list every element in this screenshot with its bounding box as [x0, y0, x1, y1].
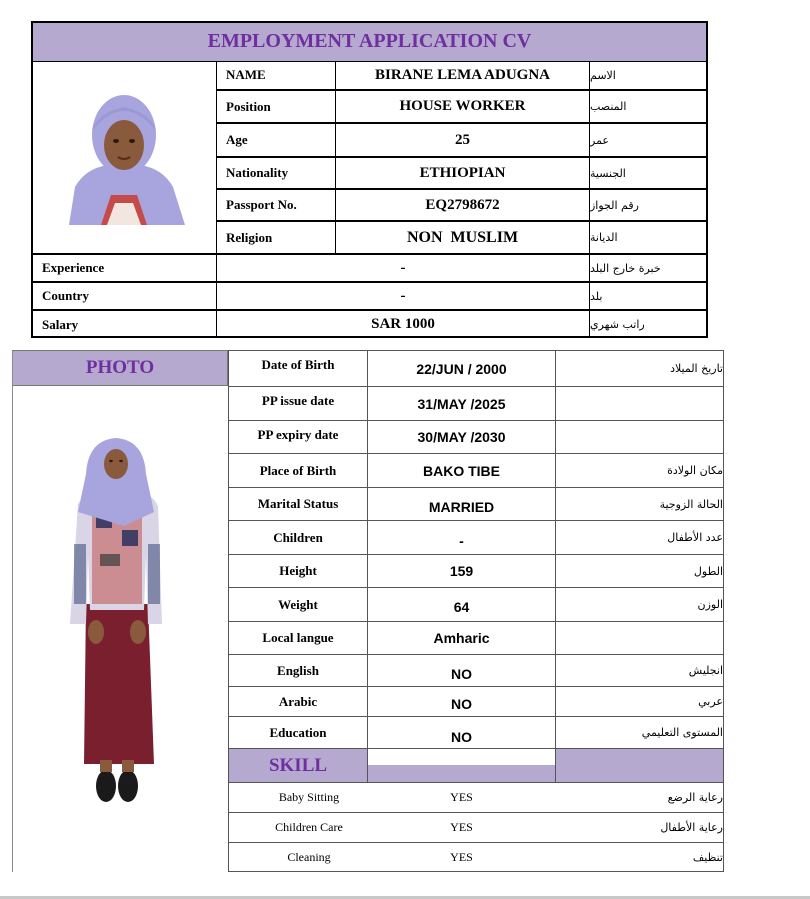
- english-label: English: [277, 662, 319, 678]
- experience-arabic: خبرة خارج البلد: [590, 261, 661, 275]
- dob-value: 22/JUN / 2000: [416, 360, 507, 377]
- religion-arabic: الديانة: [590, 231, 618, 244]
- height-label: Height: [279, 563, 317, 578]
- bottom-section: [12, 350, 724, 872]
- pob-arabic: مكان الولادة: [667, 464, 723, 477]
- top-section: [31, 21, 708, 338]
- arabic-value: NO: [451, 695, 472, 712]
- age-label: Age: [226, 132, 248, 147]
- passport-label: Passport No.: [226, 197, 297, 212]
- pp-issue-label: PP issue date: [261, 393, 335, 408]
- education-value: NO: [451, 728, 472, 745]
- skill-baby-sitting-label: Baby Sitting: [278, 790, 340, 804]
- children-arabic: عدد الأطفال: [667, 531, 723, 544]
- marital-label: Marital Status: [257, 496, 339, 511]
- passport-value: EQ2798672: [425, 196, 500, 213]
- skill-header-band-mid: [368, 765, 555, 782]
- country-label: Country: [42, 288, 89, 303]
- age-arabic: عمر: [590, 133, 609, 147]
- name-arabic: الاسم: [590, 68, 616, 82]
- photo-header: PHOTO: [85, 357, 155, 378]
- dob-arabic: تاريخ الميلاد: [670, 362, 723, 375]
- salary-arabic: راتب شهري: [590, 318, 645, 331]
- skill-header-band-right: [556, 749, 723, 782]
- children-label: Children: [273, 529, 323, 545]
- marital-value: MARRIED: [428, 499, 495, 515]
- skill-cleaning-label: Cleaning: [287, 849, 331, 864]
- pp-expiry-label: PP expiry date: [257, 427, 339, 442]
- skill-children-care-arabic: رعاية الأطفال: [660, 821, 723, 834]
- arabic-label: Arabic: [278, 693, 318, 709]
- skill-children-care-label: Children Care: [275, 820, 343, 834]
- dob-label: Date of Birth: [261, 357, 335, 372]
- education-label: Education: [269, 724, 327, 740]
- full-body-photo: [64, 434, 168, 810]
- page-title: EMPLOYMENT APPLICATION CV: [207, 29, 532, 52]
- portrait-photo: [61, 91, 187, 225]
- experience-label: Experience: [42, 260, 105, 275]
- country-value: -: [400, 287, 406, 304]
- nationality-value: ETHIOPIAN: [419, 164, 506, 181]
- height-arabic: الطول: [693, 564, 723, 578]
- pp-issue-value: 31/MAY /2025: [417, 395, 506, 412]
- salary-value: SAR 1000: [371, 316, 435, 332]
- salary-label: Salary: [42, 316, 79, 332]
- religion-value: NON MUSLIM: [406, 228, 519, 246]
- english-value: NO: [451, 665, 472, 682]
- children-value: -: [459, 532, 464, 549]
- pob-value: BAKO TIBE: [423, 462, 500, 479]
- weight-label: Weight: [278, 596, 318, 612]
- skill-baby-sitting-arabic: رعاية الرضع: [667, 791, 723, 804]
- skill-children-care-value: YES: [450, 820, 473, 834]
- pp-expiry-value: 30/MAY /2030: [417, 429, 506, 445]
- position-label: Position: [226, 98, 271, 114]
- arabic-arabic: عربي: [698, 695, 723, 708]
- education-arabic: المستوى التعليمي: [641, 726, 723, 739]
- nationality-label: Nationality: [226, 165, 289, 180]
- experience-value: -: [400, 259, 406, 276]
- country-arabic: بلد: [590, 289, 603, 303]
- weight-value: 64: [453, 598, 470, 615]
- english-arabic: انجليش: [688, 664, 723, 677]
- age-value: 25: [455, 131, 470, 148]
- skill-header: SKILL: [268, 754, 328, 776]
- nationality-arabic: الجنسية: [590, 166, 626, 180]
- marital-arabic: الحالة الزوجية: [659, 497, 723, 511]
- position-value: HOUSE WORKER: [399, 98, 526, 114]
- local-language-label: Local langue: [262, 630, 334, 645]
- skill-baby-sitting-value: YES: [450, 790, 473, 804]
- religion-label: Religion: [226, 229, 273, 245]
- height-value: 159: [449, 563, 474, 579]
- pob-label: Place of Birth: [259, 462, 337, 478]
- skill-cleaning-arabic: تنظيف: [692, 850, 723, 864]
- local-language-value: Amharic: [433, 630, 490, 646]
- name-value: BIRANE LEMA ADUGNA: [374, 66, 551, 83]
- name-label: NAME: [226, 67, 266, 82]
- position-arabic: المنصب: [590, 100, 627, 113]
- skill-cleaning-value: YES: [450, 849, 473, 864]
- passport-arabic: رقم الجواز: [590, 198, 639, 212]
- weight-arabic: الوزن: [697, 598, 723, 611]
